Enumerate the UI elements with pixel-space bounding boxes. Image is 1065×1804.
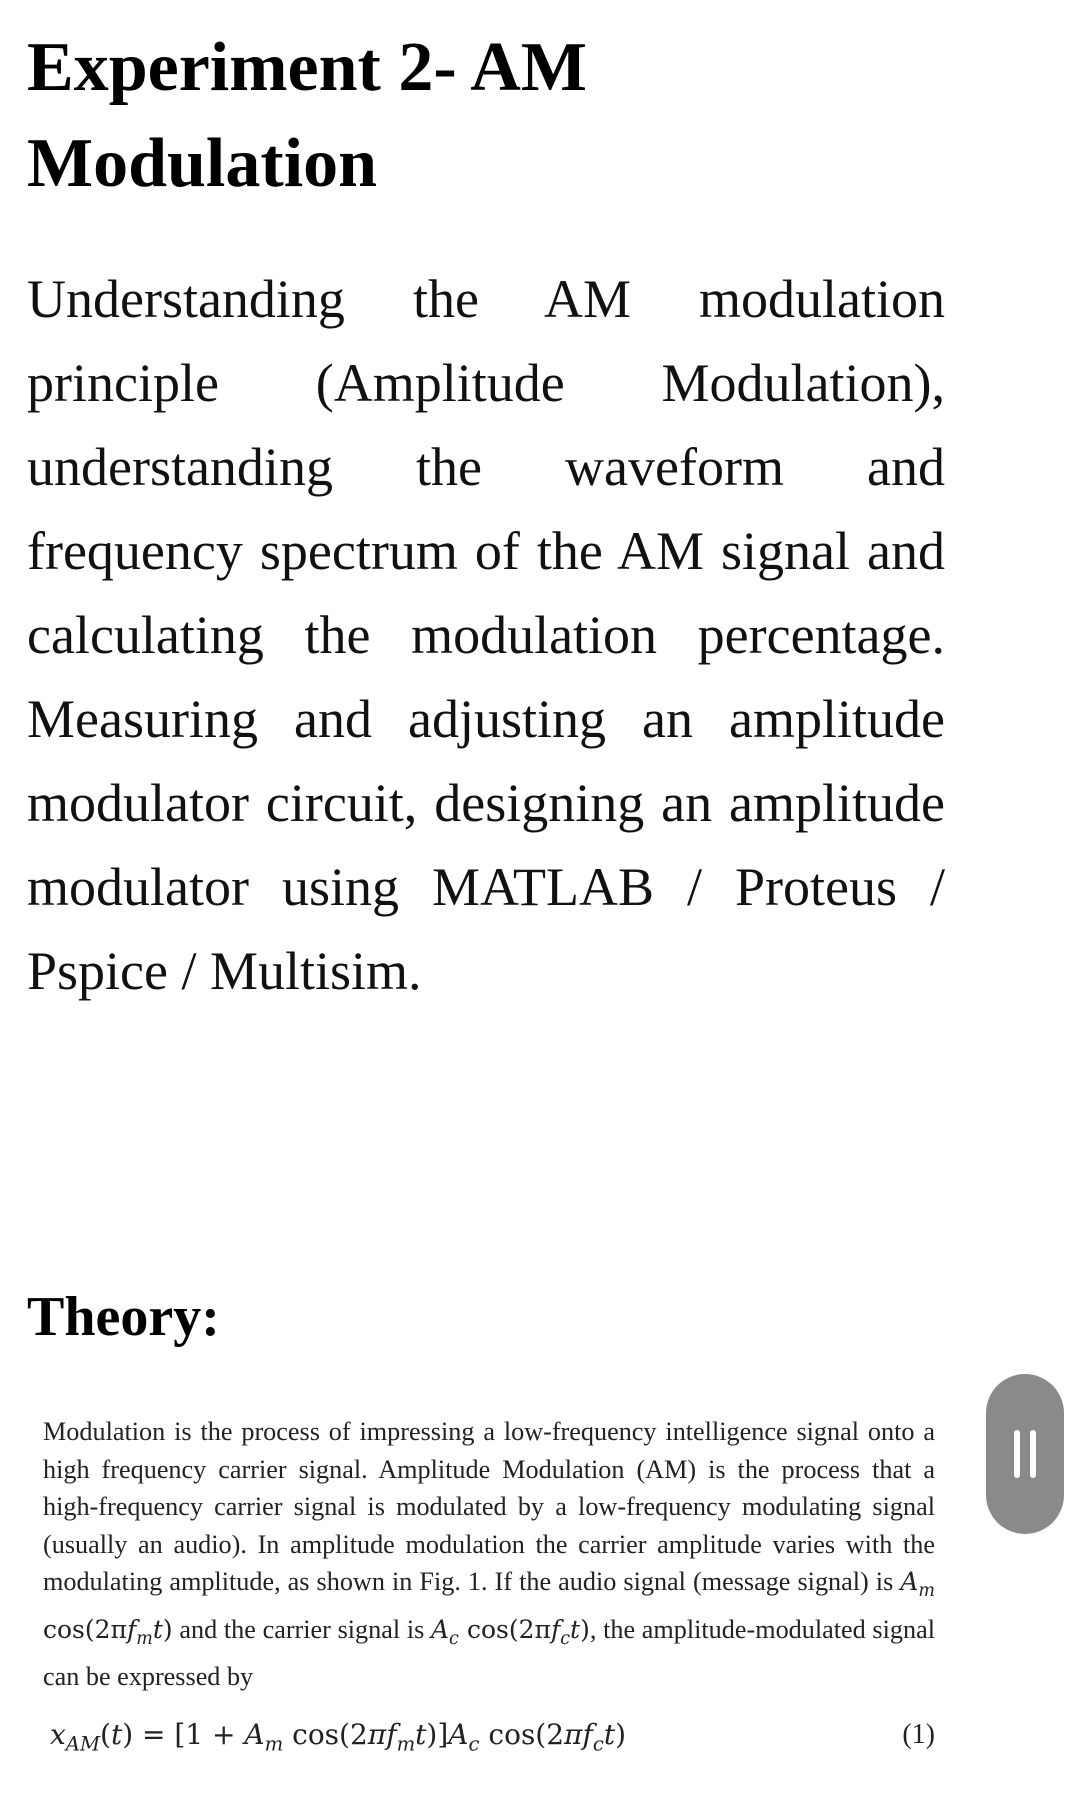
page-title: Experiment 2- AM Modulation <box>27 29 587 202</box>
am-equation-expression: $x_{AM}(t) = [1 + A_m$ $\cos(2\pi f_mt)]A_c$ $\cos(2\pi f_ct)$ <box>50 1718 627 1756</box>
carrier-signal-expression: $A_c$ $\cos(2\pi f_ct)$ <box>430 1614 590 1649</box>
theory-heading-colon: : <box>201 1286 220 1348</box>
pause-icon-bar-left <box>1014 1430 1020 1478</box>
theory-heading <box>27 1282 220 1352</box>
theory-text-part2: and the carrier signal is <box>179 1614 425 1644</box>
intro-paragraph: Understanding the AM modulation principle (Amplitude Modulation), understanding the waveform and frequency spectrum of the AM signal and calculating the modulation percentage. Measuring and adjusting an amplitude modulator circuit, designing an amplitude modulator using MATLAB / Proteus / Pspice / Multisim. <box>27 269 945 1001</box>
theory-paragraph <box>43 1413 935 1696</box>
theory-text-part1: Modulation is the process of impressing a low-frequency intelligence signal onto a high frequency carrier signal. Amplitude Modulation (AM) is the process that a high-frequency carrier signal is modulated by a low-frequency modulating signal (usually an audio). In amplitude modulation the carrier amplitude varies with the modulating amplitude, as shown in Fig. 1. If the audio signal (message signal) is <box>43 1417 935 1596</box>
theory-heading-text: Theory <box>27 1286 202 1348</box>
am-equation <box>50 1712 935 1758</box>
scroll-handle[interactable] <box>986 1374 1064 1534</box>
message-signal-expression: $A_m$ $\cos(2\pi f_mt)$ <box>43 1567 936 1649</box>
theory-text-part3: , the amplitude-modulated signal can be expressed by <box>43 1614 935 1691</box>
pause-icon-bar-right <box>1030 1430 1036 1478</box>
equation-number: (1) <box>902 1719 935 1750</box>
